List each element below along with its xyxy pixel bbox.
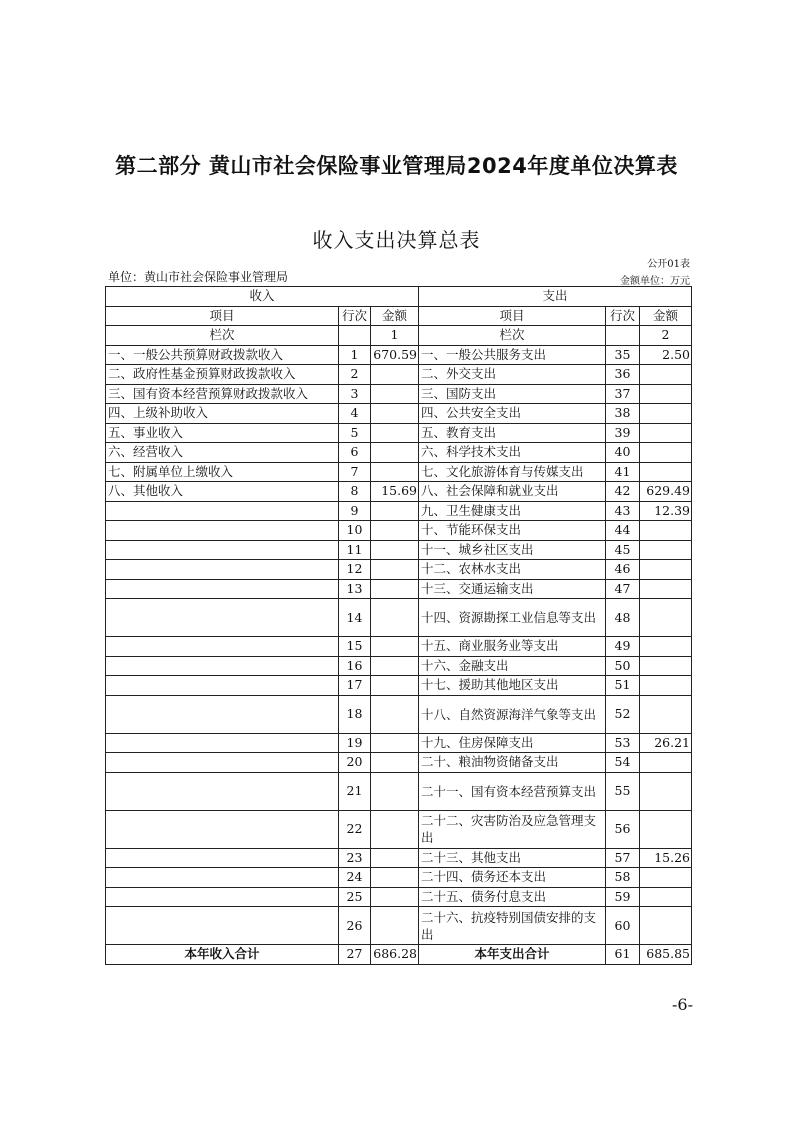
- expense-row-no: 47: [606, 579, 640, 599]
- expense-row-no: 59: [606, 887, 640, 907]
- expense-amount: 15.26: [640, 848, 692, 868]
- income-amount: 670.59: [371, 345, 419, 365]
- expense-amount: [640, 521, 692, 541]
- income-amount: [371, 676, 419, 696]
- income-item: 二、政府性基金预算财政拨款收入: [106, 365, 339, 385]
- table-row: [106, 365, 692, 385]
- expense-item: 二十一、国有资本经营预算支出: [419, 772, 606, 810]
- page-number: -6-: [672, 995, 693, 1014]
- expense-row-no: 56: [606, 810, 640, 848]
- income-item: [106, 676, 339, 696]
- income-row-no: 19: [339, 733, 371, 753]
- income-item: [106, 521, 339, 541]
- income-item: [106, 848, 339, 868]
- income-item: [106, 540, 339, 560]
- expense-amount: [640, 443, 692, 463]
- expense-amount: 629.49: [640, 482, 692, 502]
- income-item: 六、经营收入: [106, 443, 339, 463]
- expense-item: 二十、粮油物资储备支出: [419, 753, 606, 773]
- table-row: [106, 404, 692, 424]
- expense-amount-header: 金额: [640, 306, 692, 326]
- expense-column-label: 栏次: [419, 326, 606, 346]
- expense-amount: [640, 907, 692, 945]
- income-amount: [371, 365, 419, 385]
- expense-row-no: 39: [606, 423, 640, 443]
- expense-item: 十七、援助其他地区支出: [419, 676, 606, 696]
- expense-row-no: 45: [606, 540, 640, 560]
- expense-amount: [640, 695, 692, 733]
- table-row: [106, 423, 692, 443]
- expense-item: 四、公共安全支出: [419, 404, 606, 424]
- expense-row-no: 44: [606, 521, 640, 541]
- expense-item-header: 项目: [419, 306, 606, 326]
- income-amount: [371, 695, 419, 733]
- expense-item: 十二、农林水支出: [419, 560, 606, 580]
- table-row: [106, 695, 692, 733]
- expense-amount: [640, 656, 692, 676]
- expense-row-no: 51: [606, 676, 640, 696]
- income-row-no: 24: [339, 868, 371, 888]
- income-item: [106, 887, 339, 907]
- income-item: [106, 733, 339, 753]
- income-row-no: 2: [339, 365, 371, 385]
- header-row-column-index: [106, 326, 692, 346]
- income-row-no: 7: [339, 462, 371, 482]
- expense-item: 二十四、债务还本支出: [419, 868, 606, 888]
- income-item: [106, 560, 339, 580]
- income-item: 四、上级补助收入: [106, 404, 339, 424]
- expense-item: 二十三、其他支出: [419, 848, 606, 868]
- income-row-no: 14: [339, 599, 371, 637]
- table-row: [106, 637, 692, 657]
- income-amount: [371, 637, 419, 657]
- expense-amount: [640, 384, 692, 404]
- income-item: 三、国有资本经营预算财政拨款收入: [106, 384, 339, 404]
- income-amount: [371, 462, 419, 482]
- income-amount: [371, 733, 419, 753]
- expense-amount: [640, 560, 692, 580]
- expense-amount: [640, 772, 692, 810]
- page-title: 第二部分 黄山市社会保险事业管理局2024年度单位决算表: [115, 154, 678, 178]
- expense-item: 六、科学技术支出: [419, 443, 606, 463]
- income-amount: [371, 599, 419, 637]
- expense-item: 三、国防支出: [419, 384, 606, 404]
- income-item: 八、其他收入: [106, 482, 339, 502]
- income-item: [106, 501, 339, 521]
- table-row: [106, 810, 692, 848]
- income-item-header: 项目: [106, 306, 339, 326]
- table-row: [106, 384, 692, 404]
- expense-item: 十六、金融支出: [419, 656, 606, 676]
- table-row: [106, 887, 692, 907]
- income-expense-table: [105, 286, 692, 965]
- income-column-index: 1: [371, 326, 419, 346]
- expense-item: 十四、资源勘探工业信息等支出: [419, 599, 606, 637]
- income-total-row-no: 27: [339, 945, 371, 965]
- expense-amount: [640, 462, 692, 482]
- expense-row-no: 42: [606, 482, 640, 502]
- income-row-no: 6: [339, 443, 371, 463]
- income-item: 一、一般公共预算财政拨款收入: [106, 345, 339, 365]
- expense-row-no: 38: [606, 404, 640, 424]
- expense-amount: 12.39: [640, 501, 692, 521]
- expense-amount: [640, 868, 692, 888]
- income-row-no: 23: [339, 848, 371, 868]
- income-row-no: 18: [339, 695, 371, 733]
- income-item: [106, 599, 339, 637]
- table-row: [106, 521, 692, 541]
- income-section-header: 收入: [106, 287, 419, 307]
- table-body: [106, 345, 692, 945]
- table-row: [106, 482, 692, 502]
- income-row-no: 17: [339, 676, 371, 696]
- expense-section-header: 支出: [419, 287, 692, 307]
- expense-total-amount: 685.85: [640, 945, 692, 965]
- income-amount: [371, 848, 419, 868]
- form-code: 公开01表: [647, 259, 690, 270]
- income-amount: [371, 404, 419, 424]
- expense-row-no: 58: [606, 868, 640, 888]
- expense-item: 二十五、债务付息支出: [419, 887, 606, 907]
- income-row-no: 20: [339, 753, 371, 773]
- income-amount: [371, 560, 419, 580]
- expense-item: 一、一般公共服务支出: [419, 345, 606, 365]
- expense-amount: [640, 404, 692, 424]
- table-row: [106, 848, 692, 868]
- income-column-label: 栏次: [106, 326, 339, 346]
- table-row: [106, 462, 692, 482]
- expense-row-no: 36: [606, 365, 640, 385]
- income-amount: [371, 540, 419, 560]
- income-total-amount: 686.28: [371, 945, 419, 965]
- reporting-unit: 单位：黄山市社会保险事业管理局: [108, 270, 289, 284]
- income-item: [106, 753, 339, 773]
- table-row: [106, 753, 692, 773]
- income-row-no: 4: [339, 404, 371, 424]
- income-amount-header: 金额: [371, 306, 419, 326]
- expense-amount: 26.21: [640, 733, 692, 753]
- expense-row-no: 50: [606, 656, 640, 676]
- income-row-no: 9: [339, 501, 371, 521]
- expense-item: 十、节能环保支出: [419, 521, 606, 541]
- expense-row-no: 43: [606, 501, 640, 521]
- income-row-no-header: 行次: [339, 306, 371, 326]
- table-row: [106, 599, 692, 637]
- table-row: [106, 772, 692, 810]
- income-row-no: 12: [339, 560, 371, 580]
- table-row: [106, 501, 692, 521]
- table-row: [106, 676, 692, 696]
- header-row-columns: [106, 306, 692, 326]
- header-row-sections: [106, 287, 692, 307]
- income-item: [106, 637, 339, 657]
- expense-amount: [640, 810, 692, 848]
- income-row-no: 10: [339, 521, 371, 541]
- income-amount: [371, 753, 419, 773]
- expense-amount: 2.50: [640, 345, 692, 365]
- income-amount: [371, 579, 419, 599]
- table-row: [106, 579, 692, 599]
- income-item: [106, 579, 339, 599]
- expense-row-no: 35: [606, 345, 640, 365]
- expense-item: 五、教育支出: [419, 423, 606, 443]
- income-item: 五、事业收入: [106, 423, 339, 443]
- table-row: [106, 443, 692, 463]
- income-row-no: 8: [339, 482, 371, 502]
- expense-item: 二、外交支出: [419, 365, 606, 385]
- expense-amount: [640, 599, 692, 637]
- expense-item: 二十二、灾害防治及应急管理支出: [419, 810, 606, 848]
- expense-item: 九、卫生健康支出: [419, 501, 606, 521]
- expense-row-no: 54: [606, 753, 640, 773]
- expense-row-no: 60: [606, 907, 640, 945]
- income-amount: [371, 501, 419, 521]
- table-row: [106, 560, 692, 580]
- table-row: [106, 868, 692, 888]
- expense-item: 十五、商业服务业等支出: [419, 637, 606, 657]
- expense-amount: [640, 637, 692, 657]
- income-amount: [371, 907, 419, 945]
- expense-row-no: 48: [606, 599, 640, 637]
- income-item: [106, 772, 339, 810]
- income-item: [106, 695, 339, 733]
- income-row-no: 16: [339, 656, 371, 676]
- table-row: [106, 656, 692, 676]
- income-amount: [371, 423, 419, 443]
- income-amount: [371, 443, 419, 463]
- income-row-no: 3: [339, 384, 371, 404]
- income-amount: [371, 772, 419, 810]
- amount-unit: 金额单位：万元: [620, 276, 690, 287]
- income-row-no: 15: [339, 637, 371, 657]
- expense-amount: [640, 753, 692, 773]
- expense-row-no: 49: [606, 637, 640, 657]
- income-row-no: 11: [339, 540, 371, 560]
- income-row-no: 13: [339, 579, 371, 599]
- income-row-no: 1: [339, 345, 371, 365]
- table-row: [106, 345, 692, 365]
- income-item: [106, 656, 339, 676]
- expense-row-no: 57: [606, 848, 640, 868]
- expense-total-label: 本年支出合计: [419, 945, 606, 965]
- income-column-blank: [339, 326, 371, 346]
- expense-row-no: 55: [606, 772, 640, 810]
- income-item: [106, 810, 339, 848]
- expense-item: 十九、住房保障支出: [419, 733, 606, 753]
- expense-row-no: 46: [606, 560, 640, 580]
- expense-row-no: 53: [606, 733, 640, 753]
- expense-total-row-no: 61: [606, 945, 640, 965]
- income-amount: [371, 887, 419, 907]
- expense-item: 十八、自然资源海洋气象等支出: [419, 695, 606, 733]
- expense-item: 八、社会保障和就业支出: [419, 482, 606, 502]
- expense-amount: [640, 540, 692, 560]
- income-total-label: 本年收入合计: [106, 945, 339, 965]
- expense-column-index: 2: [640, 326, 692, 346]
- expense-item: 七、文化旅游体育与传媒支出: [419, 462, 606, 482]
- expense-row-no: 37: [606, 384, 640, 404]
- income-amount: [371, 384, 419, 404]
- income-row-no: 25: [339, 887, 371, 907]
- expense-amount: [640, 887, 692, 907]
- expense-item: 十三、交通运输支出: [419, 579, 606, 599]
- expense-row-no: 41: [606, 462, 640, 482]
- income-amount: 15.69: [371, 482, 419, 502]
- table-row: [106, 907, 692, 945]
- income-row-no: 21: [339, 772, 371, 810]
- expense-column-blank: [606, 326, 640, 346]
- expense-amount: [640, 579, 692, 599]
- income-row-no: 26: [339, 907, 371, 945]
- income-row-no: 22: [339, 810, 371, 848]
- expense-item: 十一、城乡社区支出: [419, 540, 606, 560]
- expense-amount: [640, 676, 692, 696]
- income-amount: [371, 810, 419, 848]
- income-item: [106, 868, 339, 888]
- totals-row: [106, 945, 692, 965]
- expense-item: 二十六、抗疫特别国债安排的支出: [419, 907, 606, 945]
- expense-row-no: 40: [606, 443, 640, 463]
- income-row-no: 5: [339, 423, 371, 443]
- expense-amount: [640, 423, 692, 443]
- table-row: [106, 540, 692, 560]
- income-amount: [371, 521, 419, 541]
- expense-row-no-header: 行次: [606, 306, 640, 326]
- table-title: 收入支出决算总表: [312, 228, 481, 252]
- income-amount: [371, 656, 419, 676]
- income-amount: [371, 868, 419, 888]
- table-row: [106, 733, 692, 753]
- expense-row-no: 52: [606, 695, 640, 733]
- income-item: 七、附属单位上缴收入: [106, 462, 339, 482]
- income-item: [106, 907, 339, 945]
- expense-amount: [640, 365, 692, 385]
